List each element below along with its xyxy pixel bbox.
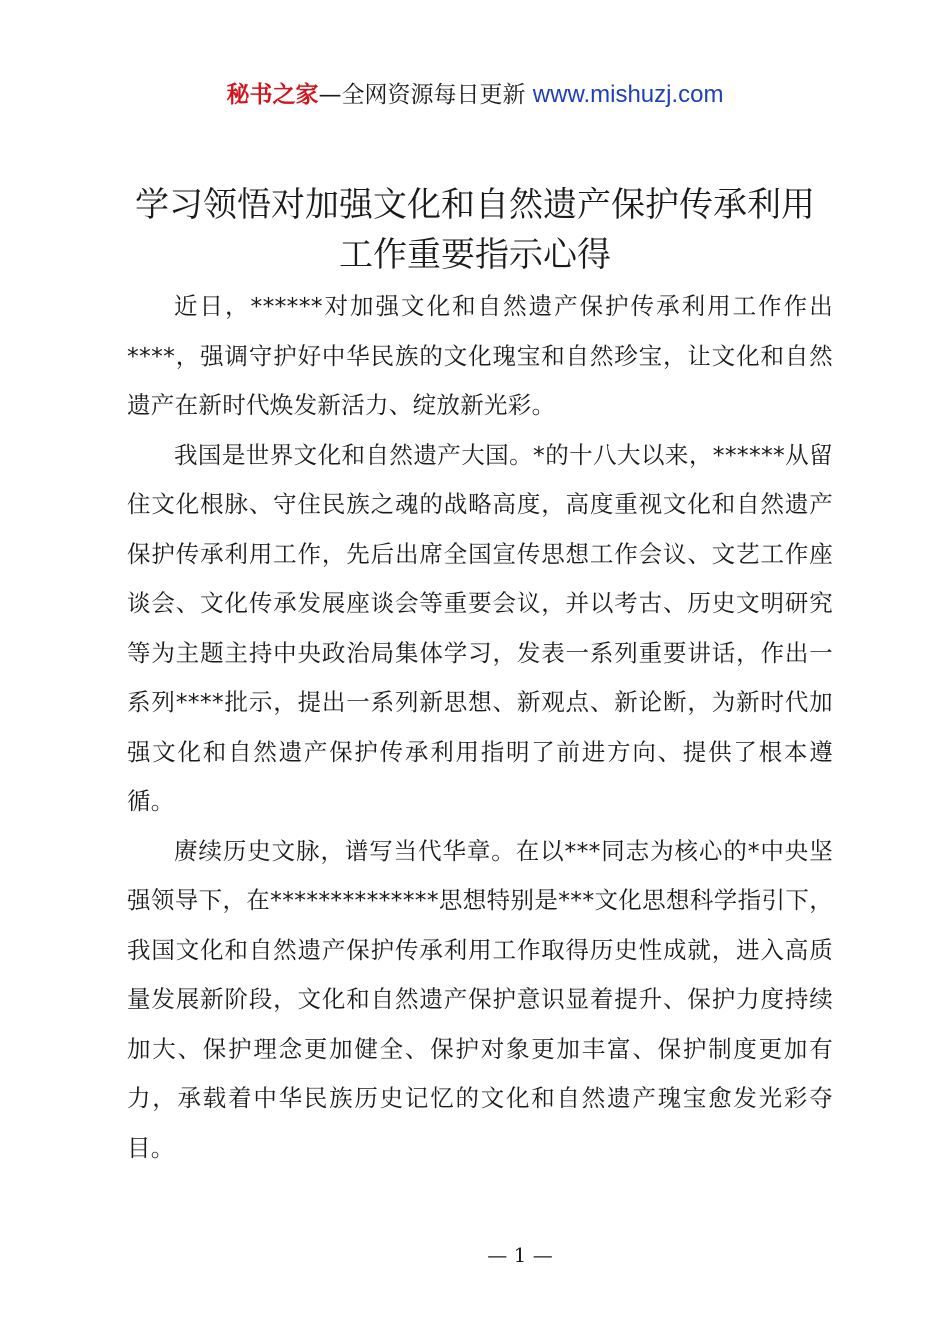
brand-name: 秘书之家 bbox=[226, 82, 319, 108]
title-line-2: 工作重要指示心得 bbox=[339, 235, 611, 275]
title-line-1: 学习领悟对加强文化和自然遗产保护传承利用 bbox=[135, 185, 815, 225]
site-url-link[interactable]: www.mishuzj.com bbox=[532, 81, 724, 108]
paragraph: 赓续历史文脉，谱写当代华章。在以***同志为核心的*中央坚强领导下，在**************思想特别是***文化思想科学指引下，我国文化和自然遗产保护传承利用工作取得历史性成就，进入高质量发展新阶段，文化和自然遗产保护意识显着提升、保护力度持续加大、保护理念更加健全、保护对象更加丰富、保护制度更加有力，承载着中华民族历史记忆的文化和自然遗产瑰宝愈发光彩夺目。 bbox=[127, 836, 833, 1162]
document-title bbox=[100, 180, 850, 280]
document-body bbox=[127, 282, 833, 1173]
page-number: — 1 — bbox=[487, 1243, 553, 1267]
paragraph: 近日，******对加强文化和自然遗产保护传承利用工作作出****，强调守护好中华民族的文化瑰宝和自然珍宝，让文化和自然遗产在新时代焕发新活力、绽放新光彩。 bbox=[127, 292, 833, 419]
site-header bbox=[0, 78, 950, 112]
paragraph: 我国是世界文化和自然遗产大国。*的十八大以来，******从留住文化根脉、守住民族之魂的战略高度，高度重视文化和自然遗产保护传承利用工作，先后出席全国宣传思想工作会议、文艺工作座谈会、文化传承发展座谈会等重要会议，并以考古、历史文明研究等为主题主持中央政治局集体学习，发表一系列重要讲话，作出一系列****批示，提出一系列新思想、新观点、新论断，为新时代加强文化和自然遗产保护传承利用指明了前进方向、提供了根本遵循。 bbox=[127, 440, 833, 815]
header-slogan: —全网资源每日更新 bbox=[318, 82, 526, 108]
